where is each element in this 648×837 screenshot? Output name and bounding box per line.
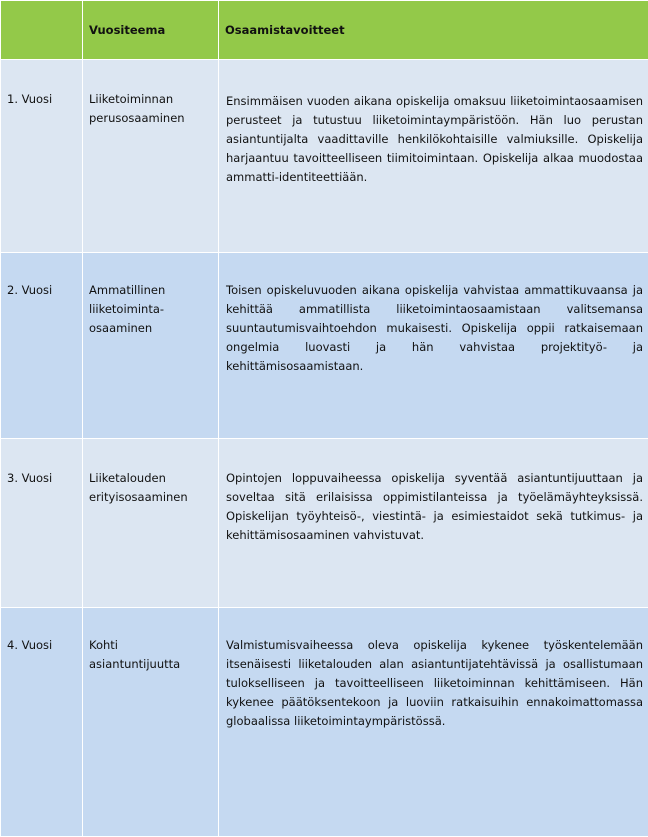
table-row [1,439,648,608]
year-cell: 2. Vuosi [1,253,83,439]
goals-cell: Valmistumisvaiheessa oleva opiskelija kykenee työskentelemään itsenäisesti liiketalouden alan asiantuntijatehtävissä ja osallistumaan tulokselliseen ja tavoitteelliseen liiketoiminnan kehittämiseen. Hän kykenee päätöksentekoon ja luoviin ratkaisuihin ennakoimattomassa globaalissa liiketoimintaympäristössä. [219,608,648,837]
goals-cell: Toisen opiskeluvuoden aikana opiskelija vahvistaa ammattikuvaansa ja kehittää ammatillista liiketoimintaosaamistaan valitsemansa suuntautumisvaihtoehdon mukaisesti. Opiskelija oppii ratkaisemaan ongelmia luovasti ja hän vahvistaa projektityö- ja kehittämisosaamistaan. [219,253,648,439]
header-theme-cell: Vuositeema [83,1,219,60]
theme-cell: Ammatillinen liiketoiminta-osaaminen [83,253,219,439]
year-cell: 4. Vuosi [1,608,83,837]
year-cell: 1. Vuosi [1,60,83,253]
header-row [1,1,648,60]
theme-cell: Liiketoiminnan perusosaaminen [83,60,219,253]
table-row [1,608,648,837]
theme-cell: Liiketalouden erityisosaaminen [83,439,219,608]
header-blank-cell [1,1,83,60]
theme-cell: Kohti asiantuntijuutta [83,608,219,837]
table-row [1,253,648,439]
year-cell: 3. Vuosi [1,439,83,608]
header-goals-cell: Osaamistavoitteet [219,1,648,60]
goals-cell: Ensimmäisen vuoden aikana opiskelija omaksuu liiketoimintaosaamisen perusteet ja tutustuu liiketoimintaympäristöön. Hän luo perustan asiantuntijalta vaadittaville henkilökohtaisille valmiuksille. Opiskelija harjaantuu tavoitteelliseen tiimitoimintaan. Opiskelija alkaa muodostaa ammatti-identiteettiään. [219,60,648,253]
table-row [1,60,648,253]
table-header [1,1,648,60]
table-body [1,60,648,837]
goals-cell: Opintojen loppuvaiheessa opiskelija syventää asiantuntijuuttaan ja soveltaa sitä erilaisissa oppimistilanteissa ja työelämäyhteyksissä. Opiskelijan työyhteisö-, viestintä- ja esimiestaidot sekä tutkimus- ja kehittämisosaaminen vahvistuvat. [219,439,648,608]
